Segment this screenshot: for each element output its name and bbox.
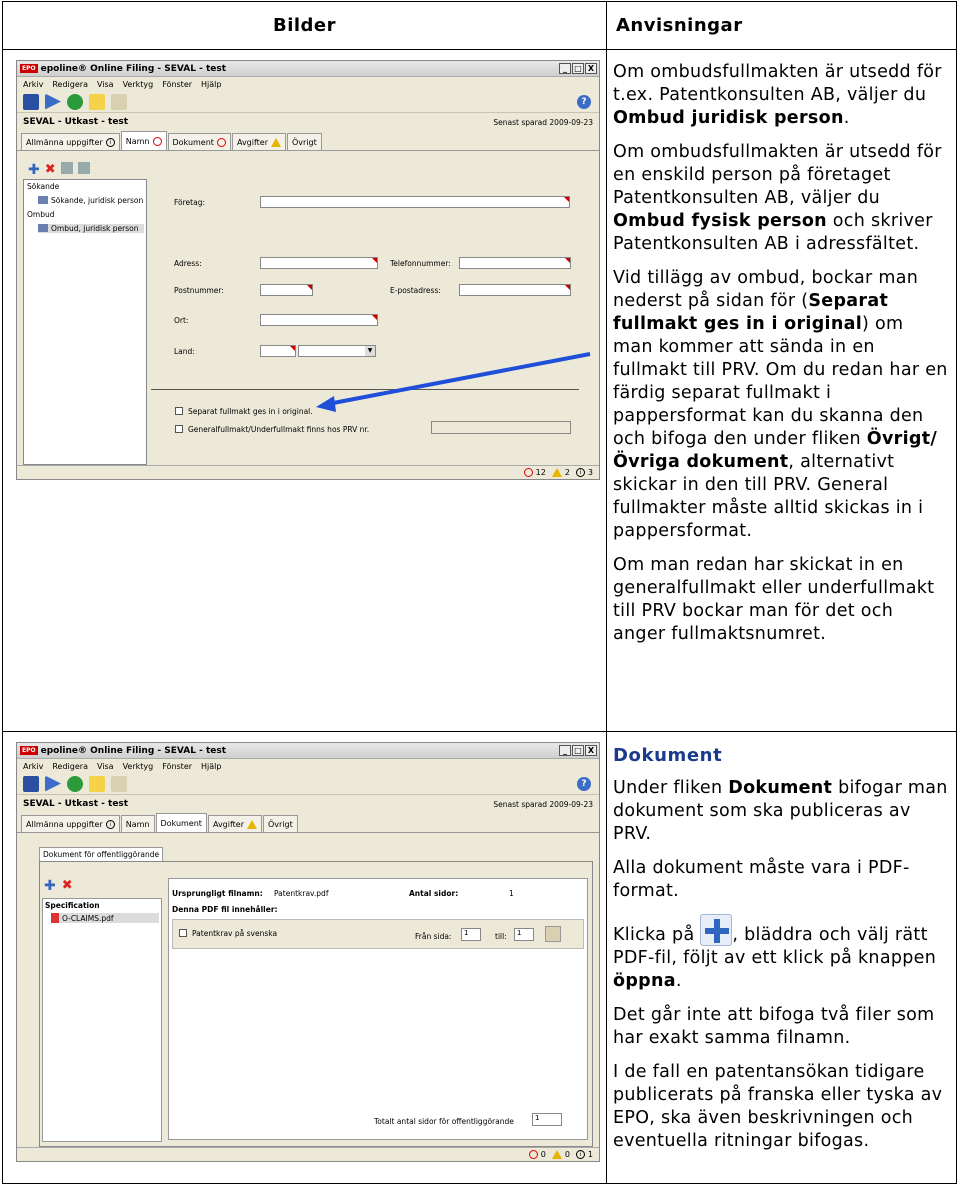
foretag-field[interactable] bbox=[260, 196, 570, 208]
tab-namn[interactable]: Namn bbox=[121, 131, 167, 150]
patentkrav-checkbox[interactable] bbox=[179, 929, 187, 937]
label-totalt: Totalt antal sidor för offentliggörande bbox=[374, 1117, 514, 1126]
land-code-field[interactable] bbox=[260, 345, 296, 357]
menu-hjalp[interactable]: Hjälp bbox=[201, 761, 222, 771]
separat-fullmakt-checkbox[interactable] bbox=[175, 407, 183, 415]
patentkrav-label: Patentkrav på svenska bbox=[192, 929, 278, 938]
ort-field[interactable] bbox=[260, 314, 378, 326]
edit-pages-icon[interactable] bbox=[545, 926, 561, 942]
error-count[interactable]: 12 bbox=[524, 468, 546, 477]
column-divider bbox=[606, 2, 607, 1183]
tab-offentliggorande[interactable]: Dokument för offentliggörande bbox=[39, 847, 163, 861]
tree-item-sokande[interactable]: Sökande, juridisk person bbox=[38, 196, 143, 205]
error-icon bbox=[217, 138, 226, 147]
tab-allmanna[interactable]: Allmänna uppgifter i bbox=[21, 815, 120, 832]
document-details bbox=[168, 878, 588, 1140]
warning-count[interactable]: 2 bbox=[552, 468, 570, 477]
draft-title: SEVAL - Utkast - test bbox=[23, 117, 129, 127]
close-button[interactable]: X bbox=[585, 63, 597, 74]
list-header: Specification bbox=[45, 901, 100, 910]
label-innehaller: Denna PDF fil innehåller: bbox=[172, 905, 278, 914]
toolbar bbox=[17, 91, 599, 113]
menu-visa[interactable]: Visa bbox=[96, 79, 114, 89]
instructions-row1 bbox=[613, 61, 948, 657]
status-bar bbox=[17, 465, 599, 479]
send-icon[interactable] bbox=[45, 776, 61, 792]
menu-hjalp[interactable]: Hjälp bbox=[201, 79, 222, 89]
instructions-row2 bbox=[613, 744, 948, 1164]
delete-icon[interactable]: ✖ bbox=[44, 162, 56, 177]
header-divider bbox=[3, 49, 956, 50]
minimize-button[interactable]: _ bbox=[559, 63, 571, 74]
adress-field[interactable] bbox=[260, 257, 378, 269]
menu-fonster[interactable]: Fönster bbox=[162, 79, 193, 89]
info-icon: i bbox=[576, 1150, 585, 1159]
tree-group-sokande[interactable]: Sökande bbox=[27, 182, 60, 191]
saved-timestamp: Senast sparad 2009-09-23 bbox=[493, 117, 593, 127]
draft-title-bar bbox=[17, 795, 599, 813]
tab-dokument[interactable]: Dokument bbox=[168, 133, 231, 150]
party-tree bbox=[23, 162, 147, 465]
section-heading: Dokument bbox=[613, 745, 723, 766]
info-count[interactable]: i 3 bbox=[576, 468, 593, 477]
pdf-icon bbox=[51, 913, 59, 923]
person-icon bbox=[38, 196, 48, 204]
info-count[interactable]: i 1 bbox=[576, 1150, 593, 1159]
sign-icon[interactable] bbox=[111, 94, 127, 110]
instruction-para: Under fliken Dokument bifogar man dokument som ska publiceras av PRV. bbox=[613, 778, 948, 844]
chevron-down-icon[interactable]: ▼ bbox=[365, 346, 375, 356]
menu-redigera[interactable]: Redigera bbox=[52, 79, 88, 89]
info-icon: i bbox=[106, 138, 115, 147]
label-epost: E-postadress: bbox=[390, 286, 441, 295]
label-ort: Ort: bbox=[174, 316, 189, 325]
header-bilder: Bilder bbox=[272, 15, 337, 36]
info-icon: i bbox=[106, 820, 115, 829]
save-icon[interactable] bbox=[23, 94, 39, 110]
error-count[interactable]: 0 bbox=[529, 1150, 546, 1159]
label-fran-sida: Från sida: bbox=[415, 932, 452, 941]
save-icon[interactable] bbox=[23, 776, 39, 792]
maximize-button[interactable]: □ bbox=[572, 63, 584, 74]
add-icon[interactable]: ✚ bbox=[28, 162, 40, 178]
error-icon bbox=[153, 137, 162, 146]
warning-icon bbox=[552, 1150, 562, 1159]
label-antal-sidor: Antal sidor: bbox=[409, 889, 459, 898]
warning-count[interactable]: 0 bbox=[552, 1150, 570, 1159]
screenshot-namn bbox=[16, 60, 600, 480]
label-postnummer: Postnummer: bbox=[174, 286, 224, 295]
menu-arkiv[interactable]: Arkiv bbox=[23, 79, 44, 89]
fran-sida-field[interactable]: 1 bbox=[461, 928, 481, 941]
tab-bar bbox=[17, 813, 599, 833]
help-icon[interactable]: ? bbox=[577, 95, 591, 109]
note-icon[interactable] bbox=[89, 94, 105, 110]
note-icon[interactable] bbox=[89, 776, 105, 792]
tab-bar bbox=[17, 131, 599, 151]
label-foretag: Företag: bbox=[174, 198, 205, 207]
label-telefon: Telefonnummer: bbox=[390, 259, 451, 268]
tab-avgifter[interactable]: Avgifter bbox=[232, 133, 286, 150]
telefon-field[interactable] bbox=[459, 257, 571, 269]
generalfullmakt-checkbox[interactable] bbox=[175, 425, 183, 433]
header-anvisningar: Anvisningar bbox=[616, 15, 743, 36]
add-icon[interactable]: ✚ bbox=[44, 878, 56, 894]
instruction-para: Vid tillägg av ombud, bockar man nederst på sidan för (Separat fullmakt ges in i original) om man kommer att sända in en fullmakt till PRV. Om du redan har en färdig separat fullmakt i pappersformat kan du skanna den och bifoga den under fliken Övrigt/Övriga dokument, alternativt skickar in den till PRV. General fullmakter måste alltid skickas in i pappersformat. bbox=[613, 268, 948, 541]
delete-icon[interactable]: ✖ bbox=[61, 878, 73, 893]
info-icon: i bbox=[576, 468, 585, 477]
totalt-field[interactable]: 1 bbox=[532, 1113, 562, 1126]
tab-namn[interactable]: Namn bbox=[121, 815, 155, 832]
add-icon bbox=[700, 914, 732, 946]
error-icon bbox=[524, 468, 533, 477]
label-filnamn: Ursprungligt filnamn: bbox=[172, 889, 263, 898]
menu-redigera[interactable]: Redigera bbox=[52, 761, 88, 771]
paste-icon[interactable] bbox=[78, 162, 90, 174]
instruction-para: Om man redan har skickat in en generalfullmakt eller underfullmakt till PRV bockar man för det och anger fullmaktsnumret. bbox=[613, 555, 935, 644]
minimize-button[interactable]: _ bbox=[559, 745, 571, 756]
menu-fonster[interactable]: Fönster bbox=[162, 761, 193, 771]
status-bar bbox=[17, 1147, 599, 1161]
close-button[interactable]: X bbox=[585, 745, 597, 756]
menu-bar bbox=[17, 759, 599, 773]
menu-verktyg[interactable]: Verktyg bbox=[122, 79, 154, 89]
help-icon[interactable]: ? bbox=[577, 777, 591, 791]
check-icon[interactable] bbox=[67, 94, 83, 110]
draft-title: SEVAL - Utkast - test bbox=[23, 799, 129, 809]
person-icon bbox=[38, 224, 48, 232]
window-titlebar bbox=[17, 743, 599, 759]
generalfullmakt-label: Generalfullmakt/Underfullmakt finns hos PRV nr. bbox=[188, 425, 370, 434]
tab-ovrigt[interactable]: Övrigt bbox=[263, 815, 298, 832]
menu-verktyg[interactable]: Verktyg bbox=[122, 761, 154, 771]
instruction-para: Alla dokument måste vara i PDF-format. bbox=[613, 858, 910, 901]
menu-bar bbox=[17, 77, 599, 91]
filnamn-value: Patentkrav.pdf bbox=[274, 889, 329, 898]
till-field[interactable]: 1 bbox=[514, 928, 534, 941]
document-panel bbox=[39, 861, 593, 1147]
instruction-para: Om ombudsfullmakten är utsedd för t.ex. Patentkonsulten AB, väljer du Ombud juridisk person. bbox=[613, 62, 942, 128]
maximize-button[interactable]: □ bbox=[572, 745, 584, 756]
tree-group-ombud[interactable]: Ombud bbox=[27, 210, 55, 219]
instruction-para: Det går inte att bifoga två filer som har exakt samma filnamn. bbox=[613, 1005, 935, 1048]
content-row bbox=[172, 919, 584, 949]
instruction-para: I de fall en patentansökan tidigare publicerats på franska eller tyska av EPO, ska även beskrivningen och eventuella ritningar bifogas. bbox=[613, 1062, 943, 1151]
tab-dokument[interactable]: Dokument bbox=[156, 813, 207, 832]
window-title: epoline® Online Filing - SEVAL - test bbox=[40, 63, 227, 74]
warning-icon bbox=[271, 138, 281, 147]
saved-timestamp: Senast sparad 2009-09-23 bbox=[493, 799, 593, 809]
screenshot-dokument bbox=[16, 742, 600, 1162]
menu-visa[interactable]: Visa bbox=[96, 761, 114, 771]
check-icon[interactable] bbox=[67, 776, 83, 792]
instruction-para: Om ombudsfullmakten är utsedd för en enskild person på företaget Patentkonsulten AB, väljer du Ombud fysisk person och skriver Patentkonsulten AB i adressfältet. bbox=[613, 142, 942, 254]
list-item[interactable]: O-CLAIMS.pdf bbox=[51, 913, 159, 923]
separator bbox=[151, 389, 579, 390]
epo-logo: EPO bbox=[22, 65, 36, 72]
antal-sidor-value: 1 bbox=[509, 889, 514, 898]
epo-logo: EPO bbox=[22, 747, 36, 754]
warning-icon bbox=[247, 820, 257, 829]
warning-icon bbox=[552, 468, 562, 477]
send-icon[interactable] bbox=[45, 94, 61, 110]
tree-item-ombud[interactable]: Ombud, juridisk person bbox=[38, 224, 144, 233]
instruction-para: Klicka på , bläddra och välj rätt PDF-fil, följt av ett klick på knappen öppna. bbox=[613, 914, 948, 993]
tab-allmanna[interactable]: Allmänna uppgifter i bbox=[21, 133, 120, 150]
tab-avgifter[interactable]: Avgifter bbox=[208, 815, 262, 832]
window-titlebar bbox=[17, 61, 599, 77]
fullmakt-nr-field[interactable] bbox=[431, 421, 571, 434]
toolbar bbox=[17, 773, 599, 795]
epost-field[interactable] bbox=[459, 284, 571, 296]
label-till: till: bbox=[495, 932, 507, 941]
land-select[interactable] bbox=[298, 345, 376, 357]
row-divider bbox=[3, 731, 956, 732]
tab-ovrigt[interactable]: Övrigt bbox=[287, 133, 322, 150]
document-list bbox=[42, 898, 162, 1142]
copy-icon[interactable] bbox=[61, 162, 73, 174]
separat-fullmakt-label: Separat fullmakt ges in i original. bbox=[188, 407, 313, 416]
label-land: Land: bbox=[174, 347, 195, 356]
window-title: epoline® Online Filing - SEVAL - test bbox=[40, 745, 227, 756]
error-icon bbox=[529, 1150, 538, 1159]
sign-icon[interactable] bbox=[111, 776, 127, 792]
menu-arkiv[interactable]: Arkiv bbox=[23, 761, 44, 771]
label-adress: Adress: bbox=[174, 259, 202, 268]
draft-title-bar bbox=[17, 113, 599, 131]
postnummer-field[interactable] bbox=[260, 284, 313, 296]
